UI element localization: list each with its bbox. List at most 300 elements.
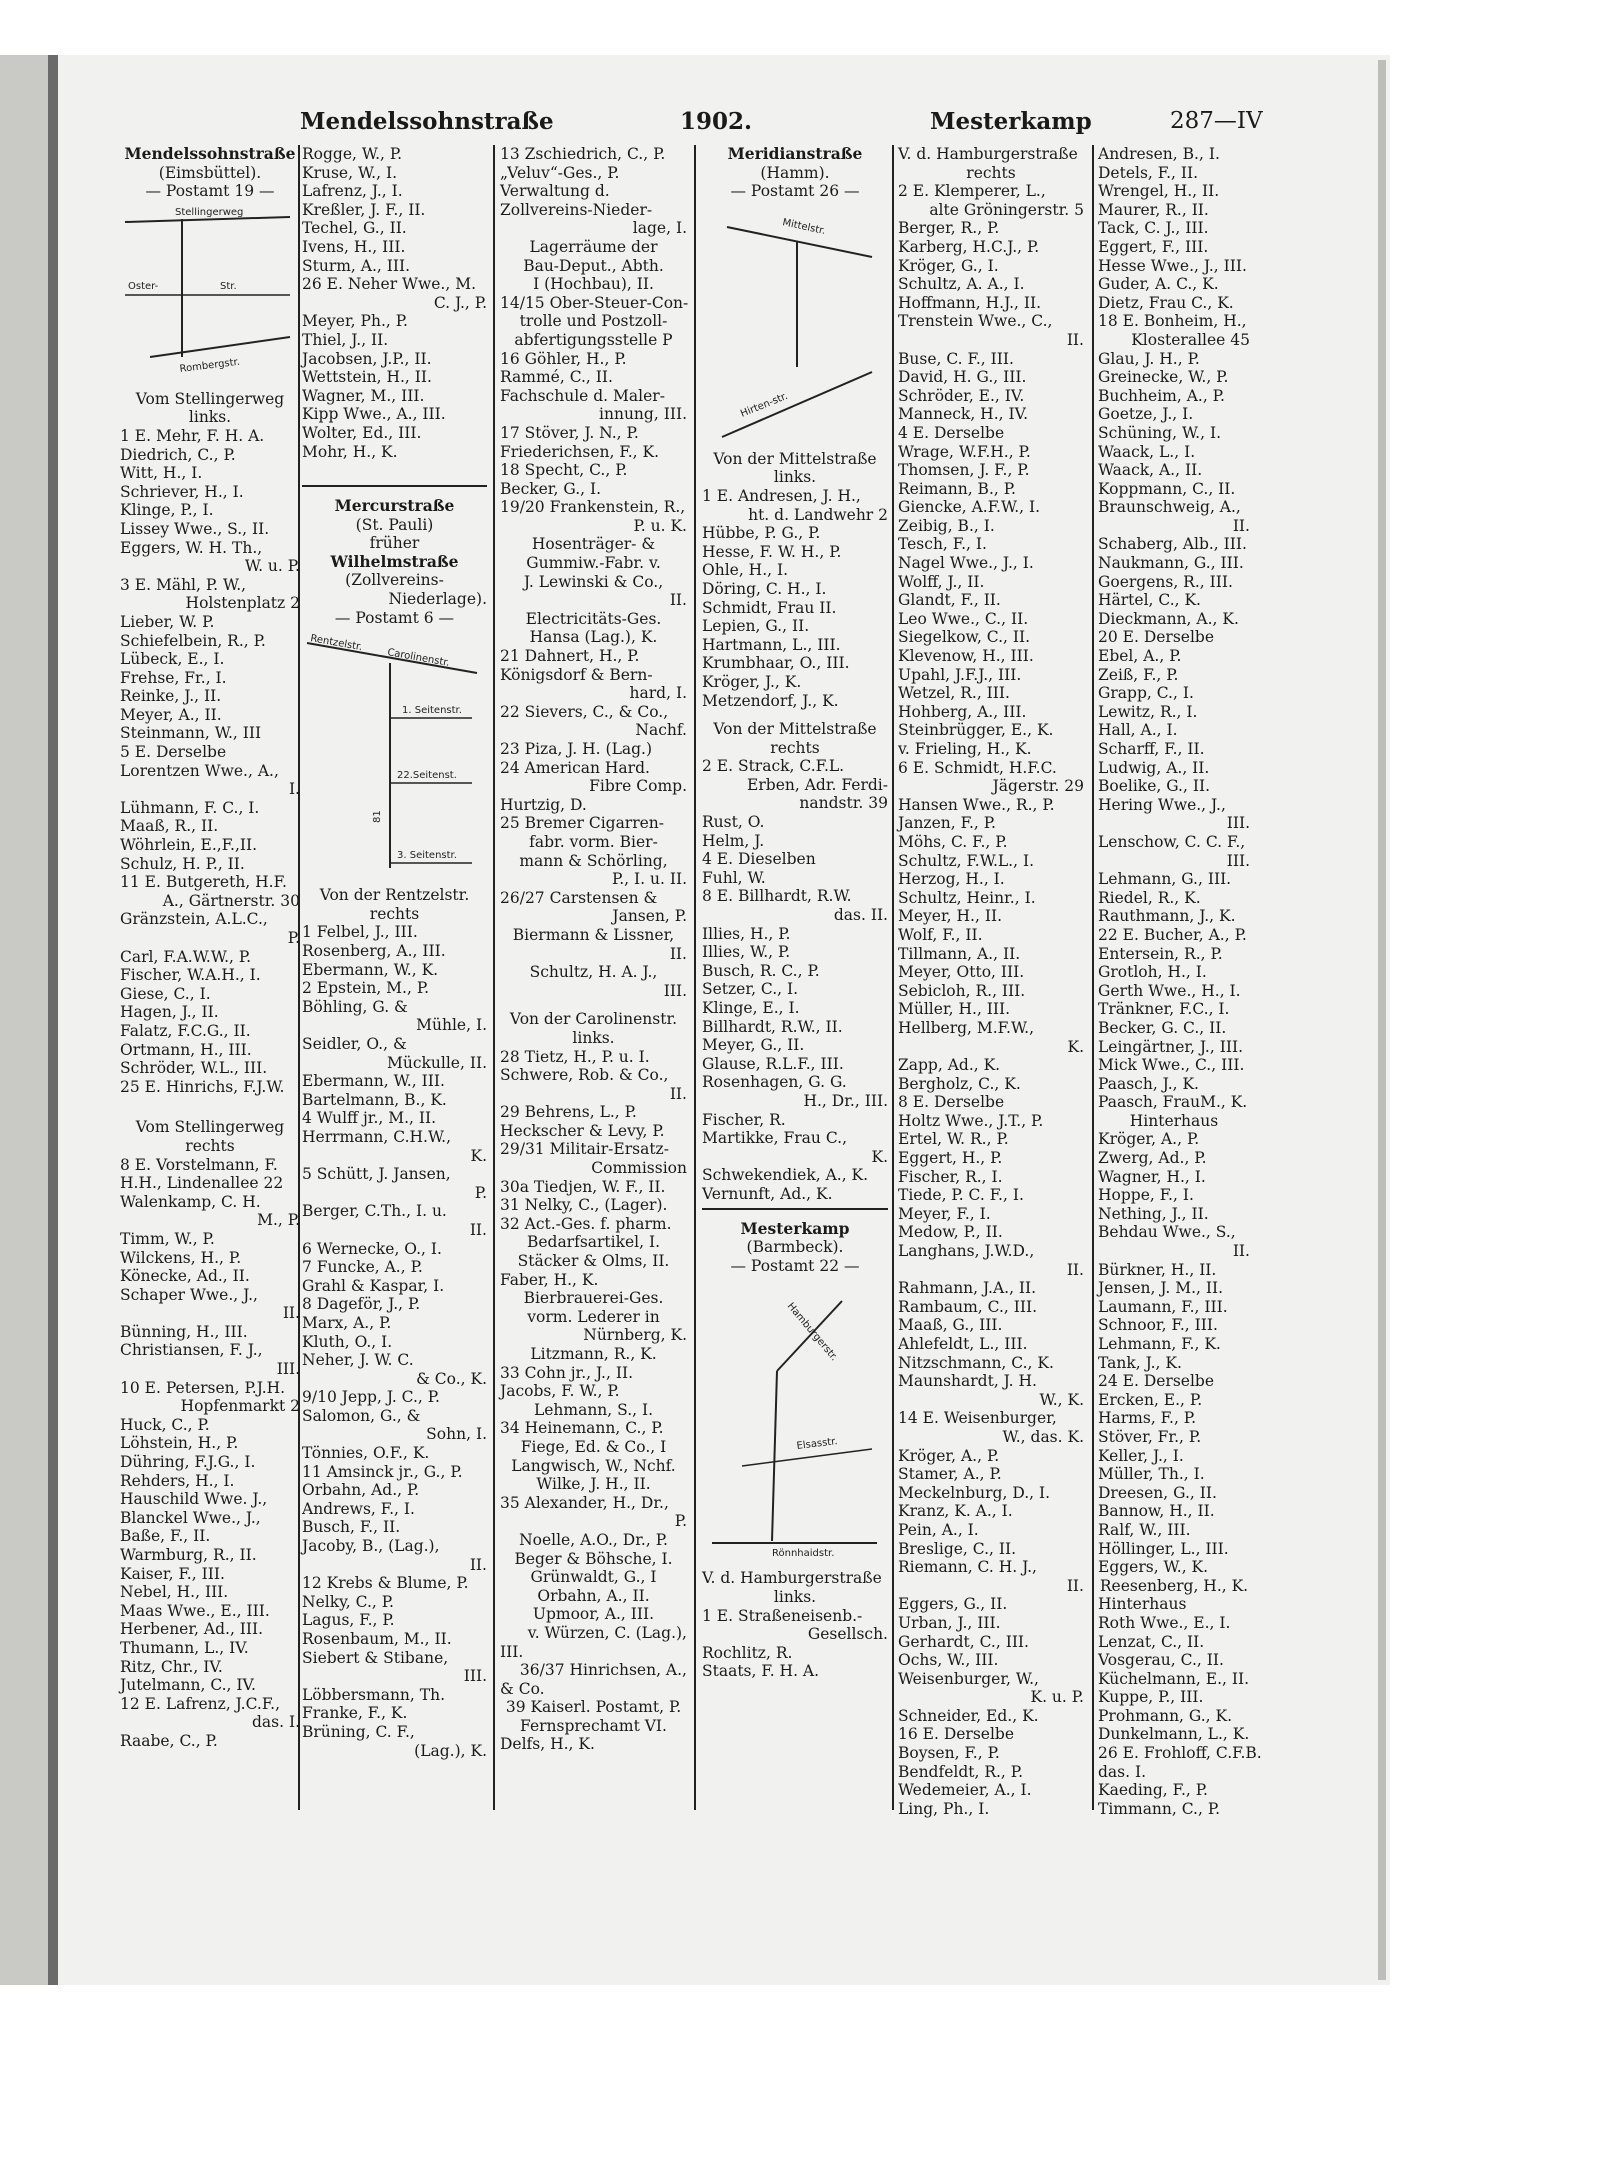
- entry-line: Ebermann, W., III.: [302, 1072, 445, 1091]
- entry-line: Meyer, F., I.: [898, 1204, 991, 1223]
- entry-line: Lewitz, R., I.: [1098, 702, 1198, 721]
- entry-line: Gränzstein, A.L.C.,: [120, 910, 268, 929]
- header-year: 1902.: [680, 108, 753, 135]
- entry-line: Reimann, B., P.: [898, 479, 1016, 498]
- entry-line: Riemann, C. H. J.,: [898, 1558, 1037, 1577]
- entry-line: Kreßler, J. F., II.: [302, 200, 426, 219]
- entry-line: Paasch, FrauM., K.: [1098, 1093, 1248, 1112]
- entry-line: Rambaum, C., III.: [898, 1297, 1038, 1316]
- entry-line: Wrengel, H., II.: [1098, 182, 1220, 201]
- entry-line: Delfs, H., K.: [500, 1735, 595, 1754]
- entry-line: Tiede, P. C. F., I.: [898, 1186, 1024, 1205]
- entry-line: Klosterallee 45: [1131, 330, 1250, 349]
- entry-line: Thiel, J., II.: [302, 330, 389, 349]
- column-4: [702, 145, 888, 1681]
- entry-line: Wilke, J. H., II.: [536, 1475, 651, 1494]
- entry-line: & Co.: [500, 1679, 545, 1698]
- entry-line: Kranz, K. A., I.: [898, 1502, 1013, 1521]
- entry-list: [302, 145, 487, 461]
- entry-line: Staats, F. H. A.: [702, 1662, 820, 1681]
- entry-line: Maunshardt, J. H.: [898, 1372, 1037, 1391]
- entry-line: Kluth, O., I.: [302, 1332, 393, 1351]
- entry-line: Tesch, F., I.: [898, 535, 987, 554]
- entry-line: Jägerstr. 29: [992, 777, 1084, 796]
- entry-line: 18 E. Bonheim, H.,: [1098, 312, 1247, 331]
- entry-line: P.: [287, 929, 300, 947]
- entry-line: Warmburg, R., II.: [120, 1546, 257, 1564]
- entry-line: A., Gärtnerstr. 30: [162, 891, 300, 910]
- entry-line: II.: [669, 591, 687, 610]
- entry-line: Bartelmann, B., K.: [302, 1090, 447, 1109]
- entry-line: Schnoor, F., III.: [1098, 1316, 1218, 1335]
- entry-line: J. Lewinski & Co.,: [523, 572, 664, 591]
- entry-line: Wrage, W.F.H., P.: [898, 442, 1031, 461]
- entry-line: Goetze, J., I.: [1098, 405, 1194, 424]
- entry-line: Möhs, C. F., P.: [898, 832, 1008, 851]
- entry-line: Schiefelbein, R., P.: [120, 631, 266, 650]
- entry-line: Hansen Wwe., R., P.: [898, 795, 1055, 814]
- entry-list: [702, 450, 888, 1204]
- entry-line: das. I.: [251, 1713, 300, 1732]
- entry-line: Siebert & Stibane,: [302, 1648, 449, 1667]
- entry-line: Maas Wwe., E., III.: [120, 1601, 270, 1620]
- entry-line: Böhling, G. &: [302, 997, 408, 1016]
- entry-line: P., I. u. II.: [611, 870, 687, 889]
- entry-line: Trenstein Wwe., C.,: [898, 312, 1053, 331]
- entry-line: Lehmann, S., I.: [533, 1400, 654, 1419]
- entry-line: Maaß, G., III.: [898, 1316, 1003, 1335]
- entry-line: Manneck, H., IV.: [898, 405, 1029, 424]
- entry-line: Rochlitz, R.: [702, 1643, 793, 1662]
- entry-line: Von der Mittelstraße: [713, 720, 877, 739]
- entry-line: Hinterhaus: [1129, 1111, 1219, 1130]
- map-label: 1. Seitenstr.: [402, 705, 462, 717]
- entry-line: Schultz, F.W.L., I.: [898, 851, 1035, 870]
- entry-line: I (Hochbau), II.: [533, 275, 654, 294]
- entry-line: Härtel, C., K.: [1098, 591, 1201, 610]
- entry-line: Rust, O.: [702, 813, 765, 832]
- entry-line: 21 Dahnert, H., P.: [500, 647, 640, 666]
- entry-line: K.: [470, 1146, 487, 1165]
- entry-line: rechts: [770, 738, 820, 757]
- entry-line: Schwere, Rob. & Co.,: [500, 1066, 669, 1085]
- entry-line: nandstr. 39: [799, 794, 888, 813]
- entry-line: Jutelmann, C., IV.: [120, 1676, 256, 1695]
- entry-line: III.: [500, 1642, 524, 1661]
- entry-line: W., K.: [1039, 1390, 1084, 1409]
- street-map: [120, 207, 298, 382]
- entry-line: Ertel, W. R., P.: [898, 1130, 1009, 1149]
- entry-line: Roth Wwe., E., I.: [1098, 1613, 1231, 1632]
- entry-line: Rauthmann, J., K.: [1098, 907, 1236, 926]
- entry-line: Mühle, I.: [416, 1016, 487, 1035]
- entry-line: Schaberg, Alb., III.: [1098, 535, 1247, 554]
- entry-line: Fuhl, W.: [702, 868, 766, 887]
- entry-line: 5 E. Derselbe: [120, 743, 227, 762]
- entry-line: Sturm, A., III.: [302, 256, 411, 275]
- entry-line: Baße, F., II.: [120, 1527, 211, 1546]
- entry-line: 18 Specht, C., P.: [500, 461, 628, 480]
- entry-line: Stäcker & Olms, II.: [517, 1252, 670, 1271]
- entry-line: Janzen, F., P.: [898, 814, 996, 833]
- entry-line: Grapp, C., I.: [1098, 684, 1194, 703]
- entry-list: [120, 390, 300, 1751]
- entry-line: Krumbhaar, O., III.: [702, 654, 850, 673]
- entry-line: trolle und Postzoll-: [519, 312, 668, 331]
- entry-line: 6 Wernecke, O., I.: [302, 1239, 442, 1258]
- entry-line: Lepien, G., II.: [702, 617, 810, 636]
- entry-line: II.: [1066, 1260, 1084, 1279]
- entry-line: Lorentzen Wwe., A.,: [120, 761, 279, 780]
- entry-line: K.: [1067, 1037, 1084, 1056]
- entry-line: Hesse Wwe., J., III.: [1098, 256, 1247, 275]
- entry-line: 4 E. Derselbe: [898, 423, 1005, 442]
- entry-line: II.: [669, 1084, 687, 1103]
- entry-line: W., das. K.: [1002, 1427, 1084, 1446]
- entry-line: 14 E. Weisenburger,: [898, 1409, 1057, 1428]
- entry-line: Bau-Deput., Abth.: [523, 256, 664, 275]
- entry-line: Medow, P., II.: [898, 1223, 1003, 1242]
- running-header: [60, 108, 1360, 148]
- district: (Barmbeck).: [746, 1238, 844, 1257]
- entry-line: Grahl & Kaspar, I.: [302, 1276, 445, 1295]
- entry-line: Hartmann, L., III.: [702, 635, 841, 654]
- entry-line: III.: [663, 981, 687, 1000]
- entry-line: Schriever, H., I.: [120, 482, 244, 501]
- entry-line: abfertigungsstelle P: [514, 330, 673, 349]
- entry-line: Nething, J., II.: [1098, 1204, 1209, 1223]
- entry-line: Stöver, Fr., P.: [1098, 1427, 1202, 1446]
- entry-line: 29 Behrens, L., P.: [500, 1103, 637, 1122]
- entry-line: Setzer, C., I.: [702, 980, 799, 999]
- entry-line: 8 Dageför, J., P.: [302, 1295, 421, 1314]
- entry-line: Heckscher & Levy, P.: [500, 1121, 665, 1140]
- entry-line: Herbener, Ad., III.: [120, 1620, 264, 1639]
- entry-line: Nachf.: [635, 721, 687, 740]
- entry-line: Holtz Wwe., J.T., P.: [898, 1111, 1044, 1130]
- entry-line: Von der Mittelstraße: [713, 449, 877, 468]
- page-number: 287—IV: [1170, 108, 1263, 134]
- entry-line: links.: [773, 468, 817, 487]
- entry-line: Steinmann, W., III: [120, 724, 262, 743]
- entry-line: Jacobsen, J.P., II.: [302, 349, 432, 368]
- entry-line: rechts: [369, 904, 420, 923]
- entry-line: 1 E. Straßeneisenb.-: [702, 1606, 863, 1625]
- entry-line: das. II.: [833, 906, 888, 925]
- entry-line: & Co., K.: [416, 1369, 487, 1388]
- entry-line: Buchheim, A., P.: [1098, 386, 1225, 405]
- column-3: [500, 145, 687, 1754]
- entry-line: Gerth Wwe., H., I.: [1098, 981, 1241, 1000]
- entry-line: Eggers, W. H. Th.,: [120, 538, 263, 557]
- postamt: — Postamt 22 —: [730, 1256, 860, 1275]
- entry-line: III.: [1226, 814, 1250, 833]
- entry-line: Ritz, Chr., IV.: [120, 1657, 223, 1676]
- entry-line: Kröger, A., P.: [1098, 1130, 1200, 1149]
- entry-line: 2 E. Strack, C.F.L.: [702, 757, 845, 776]
- entry-line: Scharff, F., II.: [1098, 740, 1205, 758]
- entry-line: Faber, H., K.: [500, 1270, 599, 1289]
- entry-line: Raabe, C., P.: [120, 1731, 218, 1750]
- entry-line: Wilckens, H., P.: [120, 1248, 242, 1267]
- entry-line: Dieckmann, A., K.: [1098, 609, 1239, 628]
- entry-line: Becker, G. C., II.: [1098, 1018, 1227, 1037]
- entry-line: Maurer, R., II.: [1098, 200, 1209, 219]
- entry-line: Meckelnburg, D., I.: [898, 1483, 1051, 1502]
- entry-line: Beger & Böhsche, I.: [514, 1549, 673, 1568]
- entry-line: Dreesen, G., II.: [1098, 1483, 1217, 1502]
- entry-line: Andrews, F., I.: [302, 1499, 415, 1518]
- entry-line: Ralf, W., III.: [1098, 1520, 1191, 1539]
- entry-line: H., Dr., III.: [803, 1091, 888, 1110]
- entry-line: Verwaltung d.: [500, 182, 610, 201]
- entry-line: Behdau Wwe., S.,: [1098, 1223, 1236, 1242]
- column-2: [302, 145, 487, 1760]
- entry-line: Mick Wwe., C., III.: [1098, 1056, 1245, 1075]
- entry-line: Jensen, J. M., II.: [1098, 1279, 1224, 1298]
- entry-line: P.: [474, 1183, 487, 1202]
- entry-line: Diedrich, C., P.: [120, 445, 236, 464]
- entry-line: 4 E. Dieselben: [702, 850, 816, 869]
- entry-line: ht. d. Landwehr 2: [748, 505, 888, 524]
- entry-line: Leo Wwe., C., II.: [898, 609, 1029, 628]
- entry-line: Lagus, F., P.: [302, 1611, 395, 1630]
- section-divider: [702, 1208, 888, 1210]
- entry-line: Fernsprechamt VI.: [520, 1716, 667, 1735]
- entry-line: M., P.: [257, 1211, 300, 1230]
- entry-line: links.: [773, 1587, 817, 1606]
- entry-line: W. u. P.: [244, 557, 300, 576]
- entry-line: 17 Stöver, J. N., P.: [500, 423, 639, 442]
- entry-line: Gerhardt, C., III.: [898, 1632, 1029, 1651]
- entry-line: Hellberg, M.F.W.,: [898, 1018, 1035, 1037]
- entry-line: Rosenbaum, M., II.: [302, 1630, 452, 1648]
- entry-line: I.: [288, 780, 300, 799]
- entry-line: Klinge, P., I.: [120, 501, 214, 520]
- entry-line: Detels, F., II.: [1098, 163, 1199, 182]
- entry-line: Becker, G., I.: [500, 479, 602, 498]
- entry-line: Lühmann, F. C., I.: [120, 798, 260, 817]
- entry-line: v. Frieling, H., K.: [898, 740, 1032, 758]
- entry-line: Illies, W., P.: [702, 943, 791, 962]
- entry-line: 8 E. Derselbe: [898, 1093, 1005, 1112]
- entry-line: Waack, L., I.: [1098, 442, 1196, 461]
- entry-list: [500, 145, 687, 1754]
- entry-line: Langwisch, W., Nchf.: [511, 1456, 676, 1475]
- adjacent-page-strip: [0, 55, 48, 1985]
- entry-line: Eggert, H., P.: [898, 1149, 1003, 1168]
- entry-line: Helm, J.: [702, 831, 765, 850]
- entry-line: Hansa (Lag.), K.: [529, 628, 658, 647]
- entry-line: Guder, A. C., K.: [1098, 275, 1219, 294]
- entry-line: Commission: [591, 1159, 687, 1178]
- entry-line: 11 E. Butgereth, H.F.: [120, 873, 287, 892]
- column-5: [898, 145, 1084, 1818]
- entry-line: 23 Piza, J. H. (Lag.): [500, 740, 653, 758]
- entry-line: II.: [1232, 516, 1250, 535]
- postamt: — Postamt 6 —: [334, 608, 455, 627]
- entry-line: 11 Amsinck jr., G., P.: [302, 1462, 463, 1481]
- entry-line: Greinecke, W., P.: [1098, 368, 1229, 387]
- entry-line: Sohn, I.: [426, 1425, 487, 1444]
- entry-line: Schneider, Ed., K.: [898, 1706, 1039, 1725]
- entry-line: Nagel Wwe., J., I.: [898, 554, 1034, 573]
- entry-line: II.: [469, 1555, 487, 1574]
- entry-line: 10 E. Petersen, P.J.H.: [120, 1378, 286, 1397]
- entry-line: 1 Felbel, J., III.: [302, 923, 418, 942]
- entry-line: 8 E. Vorstelmann, F.: [120, 1155, 278, 1174]
- entry-line: Salomon, G., &: [302, 1406, 421, 1425]
- entry-line: 2 E. Klemperer, L.,: [898, 182, 1046, 201]
- entry-line: Kipp Wwe., A., III.: [302, 405, 446, 424]
- district: (Eimsbüttel).: [158, 163, 262, 182]
- entry-line: David, H. G., III.: [898, 368, 1027, 387]
- entry-line: Rosenhagen, G. G.: [702, 1073, 847, 1092]
- entry-line: Lehmann, F., K.: [1098, 1335, 1221, 1353]
- entry-line: Sebicloh, R., III.: [898, 981, 1026, 1000]
- entry-line: Brüning, C. F.,: [302, 1722, 415, 1741]
- entry-line: Billhardt, R.W., II.: [702, 1017, 843, 1036]
- entry-line: Upmoor, A., III.: [532, 1605, 655, 1624]
- entry-line: 7 Funcke, A., P.: [302, 1258, 423, 1277]
- entry-line: 28 Tietz, H., P. u. I.: [500, 1047, 650, 1066]
- entry-line: Timm, W., P.: [120, 1229, 215, 1248]
- entry-line: Jacobs, F. W., P.: [500, 1382, 620, 1401]
- entry-line: Hoppe, F., I.: [1098, 1186, 1194, 1205]
- entry-line: Walenkamp, C. H.: [120, 1192, 261, 1211]
- entry-line: Löbbersmann, Th.: [302, 1685, 446, 1704]
- entry-line: Schröder, W.L., III.: [120, 1059, 268, 1078]
- map-label: Rombergstr.: [179, 356, 241, 375]
- entry-line: K.: [871, 1147, 888, 1166]
- entry-line: V. d. Hamburgerstraße: [898, 145, 1078, 163]
- entry-line: Giencke, A.F.W., I.: [898, 498, 1041, 517]
- entry-line: 39 Kaiserl. Postamt, P.: [505, 1698, 682, 1717]
- entry-line: Fischer, R.: [702, 1110, 786, 1129]
- entry-line: Dunkelmann, L., K.: [1098, 1725, 1250, 1744]
- entry-line: Döring, C. H., I.: [702, 579, 827, 598]
- entry-line: Vosgerau, C., II.: [1098, 1651, 1224, 1670]
- entry-line: Maaß, R., II.: [120, 817, 219, 836]
- entry-line: 26 E. Neher Wwe., M.: [302, 275, 476, 294]
- entry-line: Müller, H., III.: [898, 1000, 1011, 1019]
- entry-line: Falatz, F.C.G., II.: [120, 1021, 251, 1040]
- entry-line: hard, I.: [629, 684, 687, 703]
- entry-line: Rammé, C., II.: [500, 368, 613, 387]
- entry-line: 31 Nelky, C., (Lager).: [500, 1196, 668, 1215]
- formerly-label: früher: [369, 534, 420, 553]
- entry-line: Müller, Th., I.: [1098, 1465, 1205, 1484]
- map-label: Elsasstr.: [796, 1436, 839, 1453]
- map-label: Rentzelstr.: [309, 633, 364, 654]
- entry-line: Glandt, F., II.: [898, 591, 1001, 610]
- entry-line: mann & Schörling,: [519, 851, 668, 870]
- entry-line: Witt, H., I.: [120, 464, 203, 483]
- entry-line: Glau, J. H., P.: [1098, 349, 1200, 368]
- entry-line: 4 Wulff jr., M., II.: [302, 1109, 437, 1128]
- entry-line: Lenschow, C. C. F.,: [1098, 832, 1246, 851]
- entry-line: Upahl, J.F.J., III.: [898, 665, 1022, 684]
- entry-line: Königsdorf & Bern-: [500, 665, 653, 684]
- entry-line: Electricitäts-Ges.: [525, 609, 662, 628]
- entry-line: Steinbrügger, E., K.: [898, 721, 1054, 740]
- entry-line: Breslige, C., II.: [898, 1539, 1017, 1558]
- entry-line: Zeiß, F., P.: [1098, 665, 1179, 684]
- entry-line: Rehders, H., I.: [120, 1471, 235, 1490]
- entry-line: Busch, F., II.: [302, 1518, 401, 1537]
- entry-line: Metzendorf, J., K.: [702, 691, 839, 710]
- entry-line: Huck, C., P.: [120, 1415, 210, 1434]
- entry-line: 13 Zschiedrich, C., P.: [500, 145, 666, 163]
- entry-line: Mückulle, II.: [386, 1053, 487, 1072]
- entry-line: Buse, C. F., III.: [898, 349, 1014, 368]
- entry-line: 30a Tiedjen, W. F., II.: [500, 1177, 666, 1196]
- entry-line: Ivens, H., III.: [302, 237, 406, 256]
- entry-line: Tack, C. J., III.: [1098, 219, 1209, 238]
- entry-line: II.: [1232, 1242, 1250, 1261]
- entry-line: Orbahn, A., II.: [537, 1586, 650, 1605]
- entry-line: Fiege, Ed. & Co., I: [520, 1437, 667, 1456]
- section-divider: [302, 485, 487, 487]
- entry-line: v. Würzen, C. (Lag.),: [527, 1623, 687, 1642]
- entry-line: Hesse, F. W. H., P.: [702, 542, 842, 561]
- entry-line: 8 E. Billhardt, R.W.: [702, 887, 852, 906]
- entry-line: (Lag.), K.: [414, 1741, 487, 1760]
- entry-line: Jacoby, B., (Lag.),: [302, 1537, 440, 1556]
- entry-line: Waack, A., II.: [1098, 461, 1203, 480]
- entry-line: Reesenberg, H., K.: [1099, 1576, 1249, 1595]
- map-label: Mittelstr.: [781, 216, 827, 237]
- entry-list: [898, 145, 1084, 1818]
- street-heading: Mesterkamp: [740, 1218, 850, 1238]
- entry-line: Stamer, A., P.: [898, 1465, 1002, 1484]
- map-label: Hirten-str.: [739, 390, 790, 420]
- entry-line: Bünning, H., III.: [120, 1322, 248, 1341]
- entry-line: Ercken, E., P.: [1098, 1390, 1203, 1409]
- entry-line: Prohmann, G., K.: [1098, 1706, 1233, 1725]
- district-note: Niederlage).: [388, 590, 487, 609]
- entry-line: II.: [469, 1220, 487, 1239]
- entry-line: Neher, J. W. C.: [302, 1351, 414, 1370]
- street-heading: Meridianstraße: [727, 144, 863, 163]
- entry-line: Weisenburger, W.,: [898, 1669, 1039, 1688]
- entry-line: Martikke, Frau C.,: [702, 1129, 847, 1148]
- entry-line: Hering Wwe., J.,: [1098, 795, 1226, 814]
- district-note: (Zollvereins-: [345, 571, 444, 590]
- entry-line: Meyer, Ph., P.: [302, 312, 408, 331]
- entry-line: Schultz, H. A. J.,: [529, 963, 658, 982]
- street-map: [702, 1281, 882, 1561]
- entry-line: Rosenberg, A., III.: [302, 942, 446, 961]
- entry-line: Lagerräume der: [529, 237, 658, 256]
- entry-line: Friederichsen, F., K.: [500, 442, 660, 461]
- entry-line: Kruse, W., I.: [302, 163, 398, 182]
- entry-line: Grünwaldt, G., I: [530, 1568, 657, 1587]
- entry-line: 26 E. Frohloff, C.F.B.: [1098, 1744, 1262, 1763]
- entry-line: Schröder, E., IV.: [898, 386, 1025, 405]
- entry-line: Thumann, L., IV.: [120, 1638, 249, 1657]
- entry-line: Bannow, H., II.: [1098, 1502, 1215, 1521]
- column-1: [120, 145, 300, 1751]
- entry-line: 29/31 Militair-Ersatz-: [500, 1140, 669, 1159]
- entry-line: Seidler, O., &: [302, 1035, 407, 1053]
- column-rule: [892, 145, 894, 1810]
- entry-line: Noelle, A.O., Dr., P.: [519, 1530, 668, 1549]
- entry-line: Timmann, C., P.: [1098, 1799, 1221, 1818]
- entry-list: [302, 886, 487, 1760]
- entry-line: II.: [669, 944, 687, 963]
- entry-line: Wolf, F., II.: [898, 925, 983, 944]
